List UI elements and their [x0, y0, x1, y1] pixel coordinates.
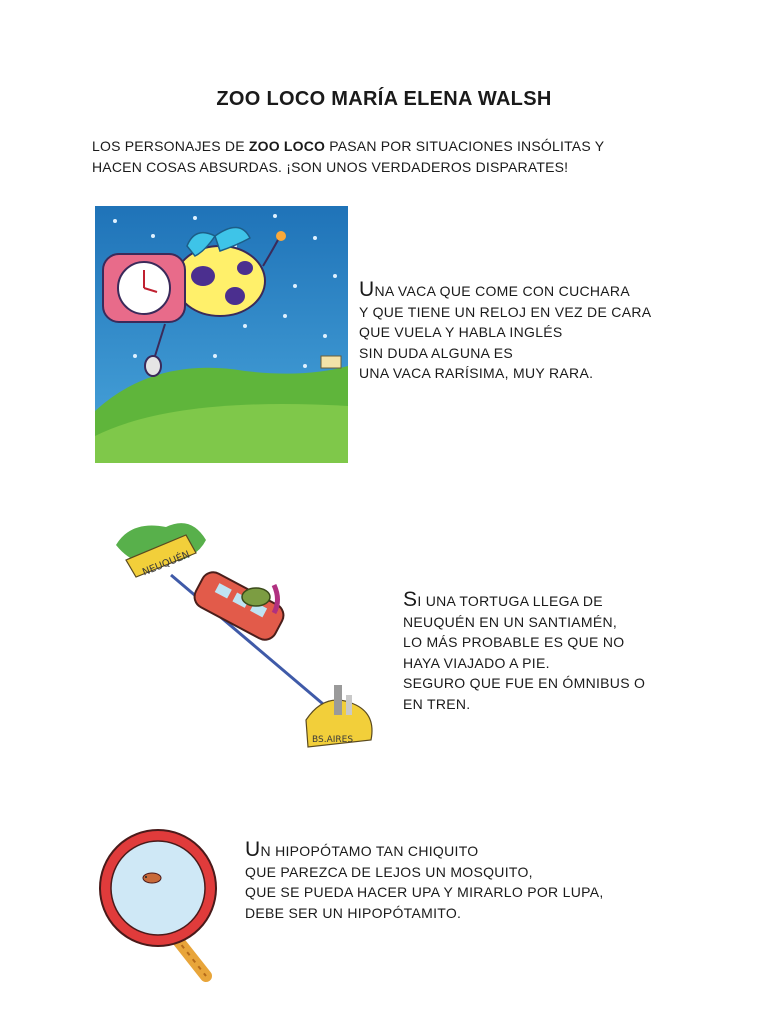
poem-line: HAYA VIAJADO A PIE. [403, 654, 550, 671]
page-title: ZOO LOCO MARÍA ELENA WALSH [216, 88, 552, 110]
poem-line: LO MÁS PROBABLE ES QUE NO [403, 634, 625, 650]
flying-cow-illustration [95, 206, 348, 463]
intro-text-line2: HACEN COSAS ABSURDAS. ¡SON UNOS VERDADEROS DISPARATES! [92, 159, 569, 175]
intro-bold-title: ZOO LOCO [248, 138, 326, 154]
poem-line-rest: NA VACA QUE COME CON CUCHARA [374, 283, 630, 299]
poem-initial: U [359, 278, 375, 301]
poem-line: Y QUE TIENE UN RELOJ EN VEZ DE CARA [359, 303, 652, 320]
poem-line-rest: N HIPOPÓTAMO TAN CHIQUITO [260, 843, 479, 859]
bus-sign-bottom: BS.AIRES [312, 735, 354, 745]
intro-text-end: PASAN POR SITUACIONES INSÓLITAS Y [325, 138, 605, 154]
poem-turtle [403, 590, 645, 714]
poem-line-rest: I UNA TORTUGA LLEGA DE [417, 593, 603, 609]
intro-paragraph [92, 136, 692, 178]
intro-text-start: LOS PERSONAJES DE [92, 138, 249, 154]
bus-sign-top: NEUQUÉN [140, 549, 192, 579]
magnifier-hippo-illustration [94, 826, 244, 986]
poem-line: SEGURO QUE FUE EN ÓMNIBUS O [403, 675, 646, 691]
poem-line [359, 280, 651, 302]
poem-line: DEBE SER UN HIPOPÓTAMITO. [245, 904, 462, 921]
poem-line: QUE SE PUEDA HACER UPA Y MIRARLO POR LUPA, [245, 884, 604, 900]
turtle-bus-illustration [96, 505, 386, 770]
poem-line: NEUQUÉN EN UN SANTIAMÉN, [403, 613, 618, 630]
poem-line: SIN DUDA ALGUNA ES [359, 344, 514, 361]
poem-line: EN TREN. [403, 695, 471, 712]
poem-initial: S [403, 588, 418, 611]
poem-hippo [245, 840, 604, 923]
poem-line [403, 590, 645, 612]
poem-line: UNA VACA RARÍSIMA, MUY RARA. [359, 365, 594, 381]
poem-line: QUE PAREZCA DE LEJOS UN MOSQUITO, [245, 863, 533, 880]
poem-line: QUE VUELA Y HABLA INGLÉS [359, 324, 563, 340]
poem-line [245, 840, 604, 862]
poem-initial: U [245, 838, 261, 861]
poem-cow [359, 280, 651, 384]
